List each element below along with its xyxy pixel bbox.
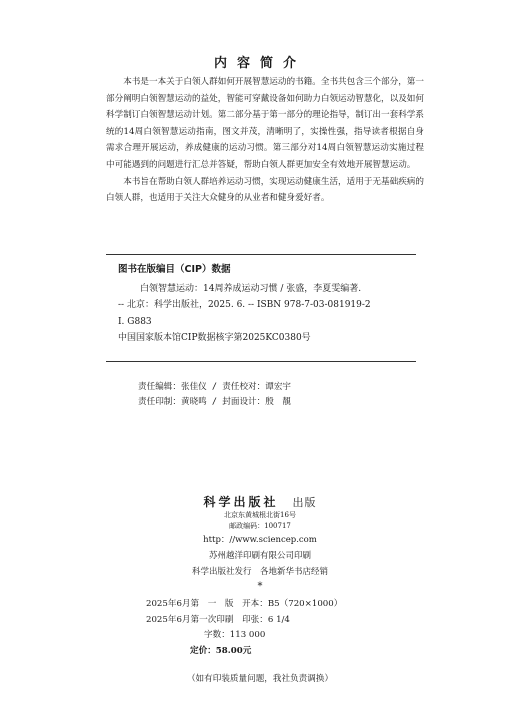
publish-label: 出版	[292, 496, 317, 509]
cip-line: 中国国家版本馆CIP数据核字第2025KC0380号	[118, 333, 311, 343]
cip-heading: 图书在版编目（CIP）数据	[118, 264, 231, 275]
summary-text	[106, 74, 424, 207]
publisher-name-row	[0, 493, 520, 510]
printing-sheets-line: 2025年6月第一次印刷 印张：6 1/4	[146, 614, 290, 625]
staff-line: 责任编辑：张佳仪 / 责任校对：谭宏宇	[138, 382, 292, 392]
divider-top	[106, 254, 416, 255]
cip-block	[118, 262, 418, 347]
cip-line: 白领智慧运动：14周养成运动习惯 / 张盛，李夏雯编著.	[140, 283, 362, 294]
page-title: 内容简介	[213, 56, 306, 71]
specifications-block	[146, 597, 342, 659]
staff-line: 责任印制：黄晓鸣 / 封面设计：殷 靚	[138, 397, 292, 407]
separator-star: *	[257, 581, 263, 592]
price: 定价：58.00元	[190, 645, 252, 656]
distribution-info: 科学出版社发行 各地新华书店经销	[191, 567, 328, 577]
divider-bottom	[106, 361, 416, 362]
summary-paragraph-2: 本书旨在帮助白领人群培养运动习惯，实现运动健康生活，适用于无基础疾病的白领人群，也适用于关注大众健身的从业者和健身爱好者。	[106, 176, 424, 204]
publisher-name: 科学出版社	[203, 495, 279, 509]
quality-note: （如有印装质量问题，我社负责调换）	[186, 674, 334, 684]
publisher-address: 北京东黄城根北街16号	[224, 511, 296, 519]
cip-line: -- 北京：科学出版社，2025. 6. -- ISBN 978-7-03-081919-2	[118, 300, 371, 310]
publisher-url: http：//www.sciencep.com	[203, 535, 317, 545]
publisher-block	[0, 493, 520, 580]
word-count: 字数：113 000	[204, 630, 266, 640]
staff-credits	[138, 380, 291, 410]
printer-info: 苏州越洋印刷有限公司印刷	[208, 551, 311, 561]
cip-line: Ⅰ. G883	[118, 316, 152, 327]
summary-paragraph-1: 本书是一本关于白领人群如何开展智慧运动的书籍。全书共包含三个部分，第一部分阐明白领智慧运动的益处，智能可穿戴设备如何助力白领运动智慧化，以及如何科学制订白领智慧运动计划。第二部分基于第一部分的理论指导，制订出一套科学系统的14周白领智慧运动指南，图文并茂，清晰明了，实操性强，指导读者根据自身需求合理开展运动，养成健康的运动习惯。第三部分对14周白领智慧运动实施过程中可能遇到的问题进行汇总并答疑，帮助白领人群更加安全有效地开展智慧运动。	[106, 77, 424, 170]
edition-format-line: 2025年6月第 一 版 开本：B5（720×1000）	[146, 599, 343, 609]
publisher-postcode: 邮政编码：100717	[229, 522, 291, 530]
